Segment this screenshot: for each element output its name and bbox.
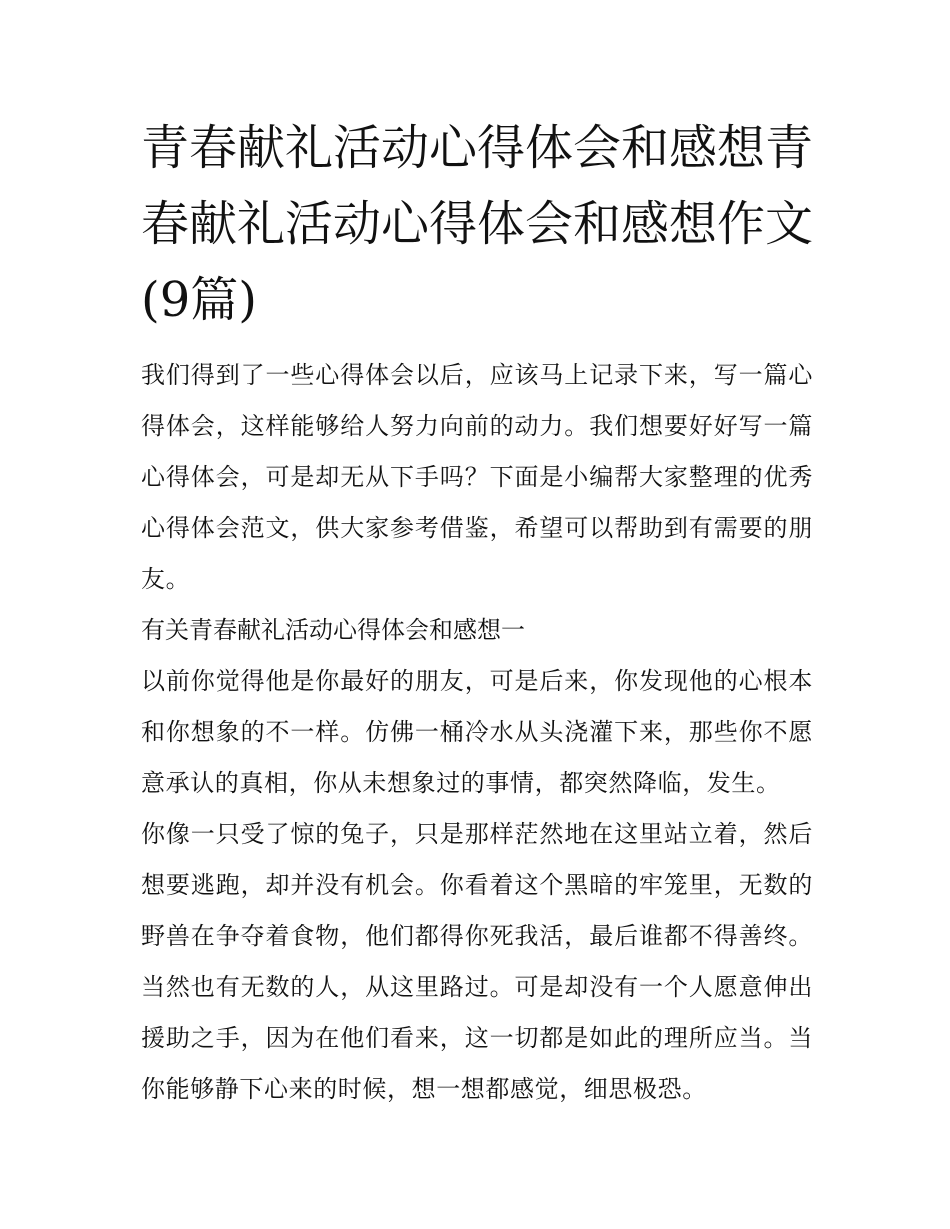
- document-title: 青春献礼活动心得体会和感想青春献礼活动心得体会和感想作文(9篇): [141, 120, 814, 328]
- section-heading: 有关青春献礼活动心得体会和感想一: [141, 616, 525, 644]
- body-paragraph: 以前你觉得他是你最好的朋友，可是后来，你发现他的心根本和你想象的不一样。仿佛一桶冷水从头浇灌下来，那些你不愿意承认的真相，你从未想象过的事情，都突然降临，发生。: [141, 667, 813, 797]
- intro-paragraph: 我们得到了一些心得体会以后，应该马上记录下来，写一篇心得体会，这样能够给人努力向前的动力。我们想要好好写一篇心得体会，可是却无从下手吗？下面是小编帮大家整理的优秀心得体会范文，供大家参考借鉴，希望可以帮助到有需要的朋友。: [141, 361, 813, 593]
- document-body: [141, 110, 813, 1115]
- body-paragraph: 你像一只受了惊的兔子，只是那样茫然地在这里站立着，然后想要逃跑，却并没有机会。你看着这个黑暗的牢笼里，无数的野兽在争夺着食物，他们都得你死我活，最后谁都不得善终。当然也有无数的人，从这里路过。可是却没有一个人愿意伸出援助之手，因为在他们看来，这一切都是如此的理所应当。当你能够静下心来的时候，想一想都感觉，细思极恐。: [141, 820, 813, 1103]
